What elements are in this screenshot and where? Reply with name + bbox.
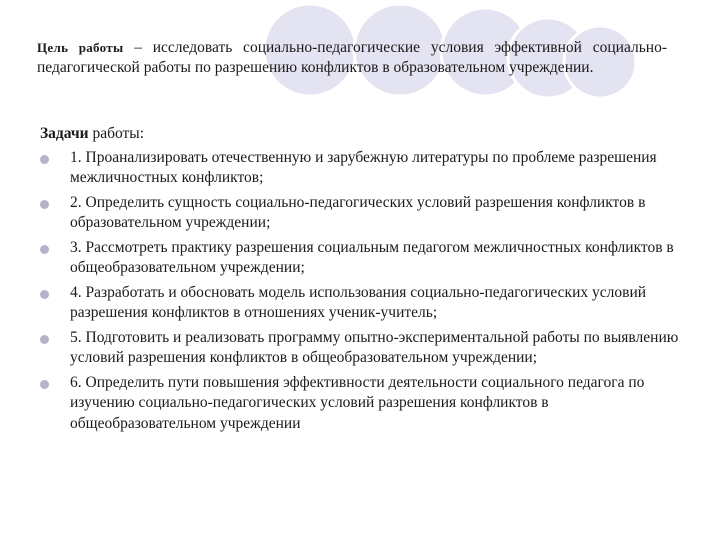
list-item (40, 148, 680, 189)
task-text: 5. Подготовить и реализовать программу опытно-экспериментальной работы по выявлению условий разрешения конфликтов в общеобразовательном учреждении; (70, 328, 679, 366)
bullet-icon (40, 335, 49, 344)
goal-paragraph (37, 38, 667, 78)
list-item (40, 373, 680, 435)
task-text: 2. Определить сущность социально-педагогических условий разрешения конфликтов в образовательном учреждении; (70, 193, 646, 231)
list-item (40, 193, 680, 234)
list-item (40, 328, 680, 369)
task-text: 6. Определить пути повышения эффективности деятельности социального педагога по изучению социально-педагогических условий разрешения конфликтов в общеобразовательном учреждении (70, 373, 645, 432)
goal-label: Цель работы (37, 40, 124, 55)
goal-text: – исследовать социально-педагогические условия эффективной социально-педагогической работы по разрешению конфликтов в образовательном учреждении. (37, 39, 667, 76)
task-text: 3. Рассмотреть практику разрешения социальным педагогом межличностных конфликтов в общеобразовательном учреждении; (70, 238, 674, 276)
tasks-heading (40, 124, 680, 145)
bullet-icon (40, 200, 49, 209)
bullet-icon (40, 155, 49, 164)
task-text: 1. Проанализировать отечественную и зарубежную литературы по проблеме разрешения межличностных конфликтов; (70, 148, 657, 186)
bullet-icon (40, 380, 49, 389)
tasks-label-rest: работы: (88, 125, 145, 142)
bullet-icon (40, 290, 49, 299)
task-list (40, 148, 680, 435)
list-item (40, 238, 680, 279)
tasks-label: Задачи (40, 125, 89, 142)
list-item (40, 283, 680, 324)
bullet-icon (40, 245, 49, 254)
tasks-section (40, 124, 680, 438)
task-text: 4. Разработать и обосновать модель использования социально-педагогических условий разрешения конфликтов в отношениях ученик-учитель; (70, 283, 647, 321)
